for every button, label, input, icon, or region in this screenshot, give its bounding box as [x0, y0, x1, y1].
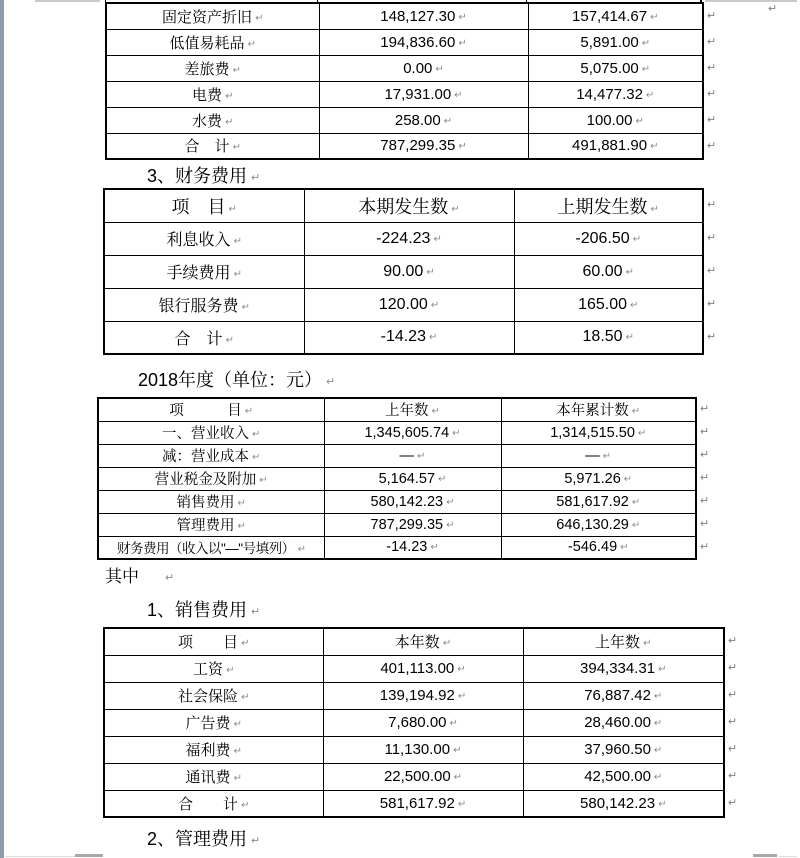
table-cell-text: 194,836.60 ↵ — [380, 34, 466, 51]
table-cell-text: 电费 ↵ — [192, 84, 233, 105]
income-2018-table-wrap — [97, 397, 710, 560]
table-cell-text: 401,113.00 ↵ — [380, 660, 465, 677]
paragraph-mark-icon: ↵ — [707, 87, 717, 100]
table-cell-text: 7,680.00 ↵ — [388, 714, 458, 731]
paragraph-mark-icon: ↵ — [700, 495, 710, 507]
sales-expense-table-wrap — [103, 627, 738, 818]
table-cell-text: 通讯费 ↵ — [186, 766, 242, 787]
table-header-row — [98, 398, 696, 421]
table-row — [98, 467, 696, 490]
table-cell-text: -224.23 ↵ — [376, 230, 442, 248]
table-row — [106, 29, 703, 55]
table-header-cell: 本期发生数 ↵ — [358, 193, 459, 219]
table-cell-text: — ↵ — [585, 448, 611, 464]
table-cell-text: 工资 ↵ — [193, 658, 234, 679]
income-2018-table — [97, 397, 697, 560]
table-row — [106, 55, 703, 81]
table-cell-text: 差旅费 ↵ — [185, 58, 241, 79]
row-end-marks — [700, 397, 709, 558]
text-boundary-mark — [35, 0, 100, 2]
table-cell-text: 646,130.29 ↵ — [556, 517, 640, 533]
table-row — [104, 222, 703, 255]
table-cell-text: 580,142.23 ↵ — [580, 795, 666, 812]
admin-expense-continuation-table — [105, 2, 704, 160]
table-cell-text: 5,164.57 ↵ — [379, 471, 447, 487]
table-cell-text: 76,887.42 ↵ — [584, 687, 662, 704]
financial-expense-table — [103, 188, 704, 355]
heading-sales-expense: 1、销售费用 ↵ — [147, 596, 260, 622]
table-cell-text: 157,414.67 ↵ — [572, 8, 658, 25]
page-left-edge — [0, 0, 4, 858]
table-row — [106, 133, 703, 159]
table-row — [106, 107, 703, 133]
table-row — [98, 536, 696, 559]
table-cell-text: 42,500.00 ↵ — [584, 768, 662, 785]
table-cell-text: 148,127.30 ↵ — [380, 8, 466, 25]
table-cell-text: 利息收入 ↵ — [167, 227, 242, 250]
table-header-cell: 本年数 ↵ — [395, 631, 451, 652]
table-cell-text: 合 计 ↵ — [175, 326, 234, 349]
table-cell-text: 广告费 ↵ — [186, 712, 242, 733]
paragraph-mark-icon: ↵ — [700, 541, 710, 553]
table-header-row — [104, 628, 724, 655]
table-header-cell: 本年累计数 ↵ — [556, 399, 640, 420]
table-cell-text: 11,130.00 ↵ — [384, 741, 461, 758]
table-cell-text: 581,617.92 ↵ — [556, 494, 640, 510]
table-row — [104, 255, 703, 288]
table-cell-text: 水费 ↵ — [192, 110, 233, 131]
table-cell-text: 1,314,515.50 ↵ — [550, 425, 646, 441]
table-cell-text: 17,931.00 ↵ — [384, 86, 462, 103]
table-row — [104, 655, 724, 682]
table-cell-text: 787,299.35 ↵ — [371, 517, 455, 533]
paragraph-mark-icon: ↵ — [728, 797, 738, 809]
table-cell-text: 28,460.00 ↵ — [584, 714, 662, 731]
table-row — [106, 3, 703, 29]
paragraph-mark-icon: ↵ — [707, 232, 717, 244]
table-cell-text: 22,500.00 ↵ — [384, 768, 462, 785]
table-row — [104, 736, 724, 763]
table-cell-text: 合 计 ↵ — [185, 135, 241, 156]
table-row — [106, 81, 703, 107]
financial-expense-table-wrap — [103, 188, 717, 355]
heading-year-2018: 2018年度（单位：元） ↵ — [138, 366, 335, 392]
table-cell-text: 394,334.31 ↵ — [580, 660, 666, 677]
table-cell-text: 合 计 ↵ — [178, 793, 249, 814]
table-cell-text: 5,891.00 ↵ — [580, 34, 650, 51]
table-row — [104, 321, 703, 354]
table-cell-text: 90.00 ↵ — [383, 263, 434, 281]
row-end-marks — [707, 2, 716, 158]
table-header-cell: 上年数 ↵ — [595, 631, 651, 652]
paragraph-mark-icon: ↵ — [728, 716, 738, 728]
table-cell-text: 5,075.00 ↵ — [580, 60, 650, 77]
table-row — [98, 421, 696, 444]
table-row — [104, 763, 724, 790]
paragraph-mark-icon: ↵ — [707, 331, 717, 343]
table-cell-text: 787,299.35 ↵ — [380, 137, 466, 154]
table-cell-text: 1,345,605.74 ↵ — [364, 425, 460, 441]
table-header-cell: 上年数 ↵ — [385, 399, 440, 420]
paragraph-mark-icon: ↵ — [728, 743, 738, 755]
paragraph-mark-icon: ↵ — [700, 403, 710, 415]
table-row — [98, 490, 696, 513]
table-row — [104, 709, 724, 736]
heading-financial-expense: 3、财务费用 ↵ — [147, 162, 260, 188]
table-header-cell: 上期发生数 ↵ — [558, 193, 659, 219]
table-cell-text: 0.00 ↵ — [403, 60, 444, 77]
table-cell-text: -546.49 ↵ — [568, 539, 629, 555]
admin-expense-continuation-table-wrap — [105, 2, 717, 160]
table-row — [98, 444, 696, 467]
table-cell-text: 福利费 ↵ — [186, 739, 242, 760]
table-cell-text: 37,960.50 ↵ — [584, 741, 662, 758]
table-cell-text: 14,477.32 ↵ — [576, 86, 654, 103]
text-boundary-mark — [5, 856, 75, 857]
heading-among-which: 其中 ↵ — [105, 562, 174, 587]
table-cell-text: 营业税金及附加 ↵ — [155, 468, 268, 489]
table-cell-text: 258.00 ↵ — [395, 112, 452, 129]
heading-admin-expense: 2、管理费用 ↵ — [147, 825, 260, 851]
table-cell-text: 580,142.23 ↵ — [371, 494, 455, 510]
table-cell-text: 139,194.92 ↵ — [380, 687, 466, 704]
paragraph-mark-icon: ↵ — [700, 472, 710, 484]
sales-expense-table — [103, 627, 725, 818]
table-row — [104, 790, 724, 817]
paragraph-mark-icon: ↵ — [707, 298, 717, 310]
paragraph-mark-icon: ↵ — [700, 426, 710, 438]
table-cell-text: 120.00 ↵ — [379, 296, 439, 314]
table-row — [104, 288, 703, 321]
table-cell-text: 手续费用 ↵ — [167, 260, 242, 283]
table-cell-text: 165.00 ↵ — [578, 296, 638, 314]
text-boundary-mark — [705, 0, 797, 2]
table-cell-text: 减：营业成本 ↵ — [162, 445, 260, 466]
row-end-marks — [728, 627, 737, 816]
paragraph-mark-icon: ↵ — [707, 9, 717, 22]
row-end-marks — [707, 188, 716, 353]
paragraph-mark-icon: ↵ — [700, 449, 710, 461]
table-header-cell: 项 目 ↵ — [178, 631, 249, 652]
table-row — [98, 513, 696, 536]
paragraph-mark-icon: ↵ — [700, 518, 710, 530]
table-header-cell: 项 目 ↵ — [172, 193, 237, 219]
text-boundary-mark — [753, 854, 777, 857]
table-cell-text: 18.50 ↵ — [583, 328, 634, 346]
paragraph-mark-icon: ↵ — [707, 265, 717, 277]
table-header-row — [104, 189, 703, 222]
paragraph-mark-icon: ↵ — [707, 199, 717, 211]
table-cell-text: 60.00 ↵ — [583, 263, 634, 281]
table-cell-text: 管理费用 ↵ — [177, 514, 246, 535]
text-boundary-mark — [75, 854, 103, 857]
paragraph-mark-icon: ↵ — [728, 662, 738, 674]
paragraph-mark-icon: ↵ — [768, 3, 778, 15]
table-cell-text: 491,881.90 ↵ — [572, 137, 658, 154]
paragraph-mark-icon: ↵ — [707, 35, 717, 48]
table-cell-text: 财务费用（收入以"—"号填列） ↵ — [117, 537, 305, 557]
paragraph-mark-icon: ↵ — [707, 139, 717, 152]
table-cell-text: 银行服务费 ↵ — [159, 293, 250, 316]
table-row — [104, 682, 724, 709]
table-cell-text: 5,971.26 ↵ — [564, 471, 632, 487]
table-cell-text: — ↵ — [400, 448, 426, 464]
paragraph-mark-icon: ↵ — [707, 113, 717, 126]
table-cell-text: -206.50 ↵ — [575, 230, 641, 248]
table-cell-text: -14.23 ↵ — [386, 539, 439, 555]
paragraph-mark-icon: ↵ — [728, 770, 738, 782]
table-header-cell: 项 目 ↵ — [169, 399, 253, 420]
table-cell-text: 581,617.92 ↵ — [380, 795, 466, 812]
text-boundary-mark — [779, 856, 797, 857]
table-cell-text: 低值易耗品 ↵ — [170, 32, 256, 53]
paragraph-mark-icon: ↵ — [728, 635, 738, 647]
paragraph-mark-icon: ↵ — [707, 61, 717, 74]
table-cell-text: 固定资产折旧 ↵ — [162, 6, 263, 27]
table-cell-text: -14.23 ↵ — [381, 328, 438, 346]
table-cell-text: 100.00 ↵ — [587, 112, 644, 129]
paragraph-mark-icon: ↵ — [728, 689, 738, 701]
table-cell-text: 社会保险 ↵ — [178, 685, 249, 706]
table-cell-text: 销售费用 ↵ — [177, 491, 246, 512]
table-cell-text: 一、营业收入 ↵ — [162, 422, 260, 443]
